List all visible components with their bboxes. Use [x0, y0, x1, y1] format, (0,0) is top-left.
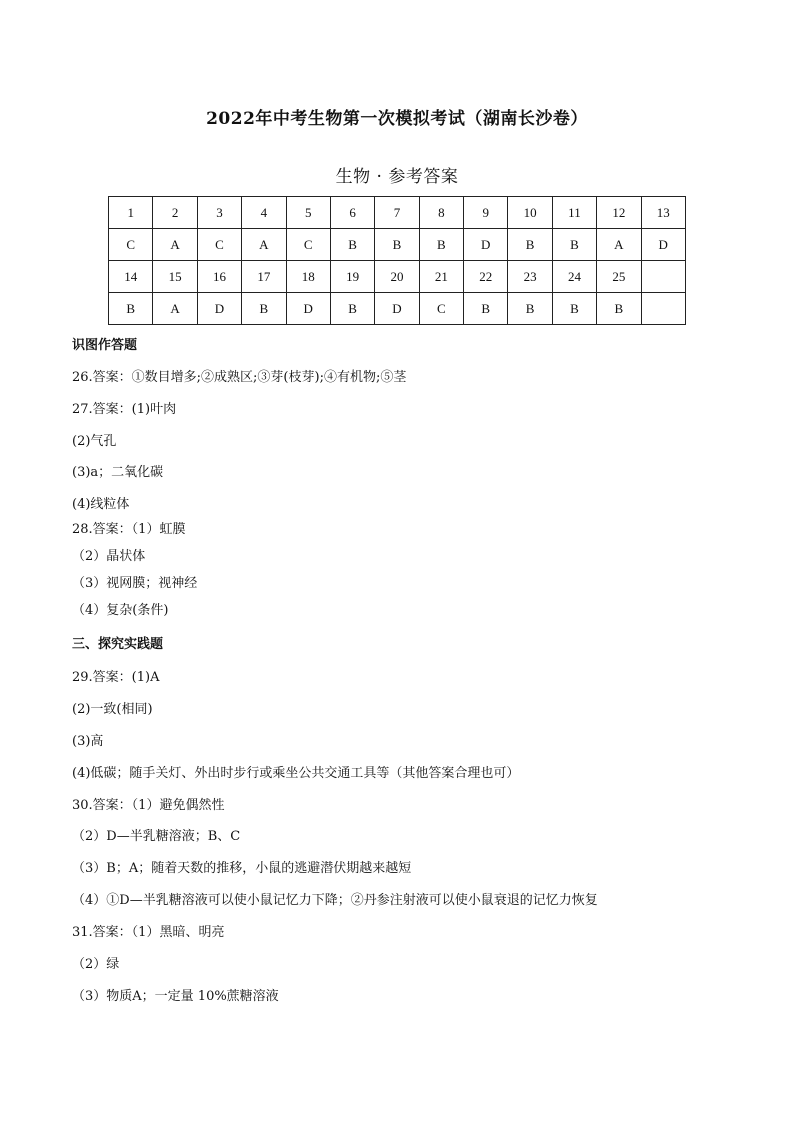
- answer-table-cell: B: [508, 229, 552, 261]
- answer-line-31-2: （2）绿: [72, 957, 120, 972]
- answer-line-30-3: （3）B；A；随着天数的推移，小鼠的逃避潜伏期越来越短: [72, 861, 412, 876]
- answer-table-row: [109, 261, 686, 293]
- answer-table-cell: B: [552, 229, 596, 261]
- answer-table-cell: D: [197, 293, 241, 325]
- answer-table-cell: D: [375, 293, 419, 325]
- answer-table-cell: 8: [419, 197, 463, 229]
- answer-table-cell: 20: [375, 261, 419, 293]
- answer-table-cell: 11: [552, 197, 596, 229]
- answer-table-cell: A: [597, 229, 641, 261]
- answer-table-cell: B: [330, 229, 374, 261]
- answer-table-cell: [641, 261, 686, 293]
- answer-table-row: [109, 229, 686, 261]
- answer-table-cell: B: [375, 229, 419, 261]
- answer-table-cell: 19: [330, 261, 374, 293]
- answer-table-cell: 15: [153, 261, 197, 293]
- answer-table-cell: A: [153, 229, 197, 261]
- answer-table-cell: A: [242, 229, 286, 261]
- answer-table-cell: C: [109, 229, 153, 261]
- answer-line-27-2: (2)气孔: [72, 434, 117, 449]
- answer-line-28-2: （2）晶状体: [72, 549, 146, 564]
- answer-line-29-3: (3)高: [72, 734, 104, 749]
- answer-table-cell: 4: [242, 197, 286, 229]
- answer-table-cell: D: [641, 229, 686, 261]
- answer-table-cell: 2: [153, 197, 197, 229]
- answer-table-cell: 5: [286, 197, 330, 229]
- answer-table-cell: B: [597, 293, 641, 325]
- answer-line-30-4: （4）①D—半乳糖溶液可以使小鼠记忆力下降；②丹参注射液可以使小鼠衰退的记忆力恢复: [72, 893, 598, 908]
- answer-line-28-1: 28.答案：（1）虹膜: [72, 522, 186, 537]
- answer-line-31-3: （3）物质A；一定量 10%蔗糖溶液: [72, 989, 279, 1004]
- answer-table-cell: C: [197, 229, 241, 261]
- answer-line-27-1: 27.答案：(1)叶肉: [72, 402, 177, 417]
- page-subtitle: 生物 · 参考答案: [335, 167, 459, 187]
- answer-table-cell: 12: [597, 197, 641, 229]
- answer-line-29-2: (2)一致(相同): [72, 702, 153, 717]
- answer-table-row: [109, 293, 686, 325]
- section-heading-inquiry: 三、探究实践题: [72, 637, 164, 652]
- answer-table-cell: B: [464, 293, 508, 325]
- answer-table-cell: 7: [375, 197, 419, 229]
- answer-table-cell: 22: [464, 261, 508, 293]
- answer-table-cell: 23: [508, 261, 552, 293]
- answer-line-29-4: (4)低碳；随手关灯、外出时步行或乘坐公共交通工具等（其他答案合理也可）: [72, 766, 520, 781]
- answer-line-26: 26.答案：①数目增多;②成熟区;③芽(枝芽);④有机物;⑤茎: [72, 370, 407, 385]
- answer-table-cell: D: [464, 229, 508, 261]
- section-heading-diagram: 识图作答题: [72, 338, 138, 353]
- answer-table-cell: 17: [242, 261, 286, 293]
- answer-table-cell: 1: [109, 197, 153, 229]
- answer-table-cell: 13: [641, 197, 686, 229]
- page-title: 2022年中考生物第一次模拟考试（湖南长沙卷）: [206, 109, 588, 129]
- answer-table-cell: B: [508, 293, 552, 325]
- answer-line-27-4: (4)线粒体: [72, 497, 130, 512]
- answer-line-28-3: （3）视网膜；视神经: [72, 576, 198, 591]
- answer-table-cell: B: [242, 293, 286, 325]
- answer-line-31-1: 31.答案：（1）黑暗、明亮: [72, 925, 225, 940]
- answer-table-cell: C: [286, 229, 330, 261]
- answer-line-30-2: （2）D—半乳糖溶液；B、C: [72, 829, 241, 844]
- answer-table-cell: 6: [330, 197, 374, 229]
- answer-table-cell: B: [330, 293, 374, 325]
- answer-table-cell: 10: [508, 197, 552, 229]
- answer-table-cell: 18: [286, 261, 330, 293]
- answer-table-cell: A: [153, 293, 197, 325]
- answer-table-cell: 9: [464, 197, 508, 229]
- answer-table-cell: B: [109, 293, 153, 325]
- answer-table-cell: [641, 293, 686, 325]
- answer-table-cell: C: [419, 293, 463, 325]
- answer-table-cell: 24: [552, 261, 596, 293]
- answer-table: [108, 196, 686, 325]
- answer-line-29-1: 29.答案：(1)A: [72, 670, 160, 685]
- answer-table-cell: 21: [419, 261, 463, 293]
- answer-line-27-3: (3)a；二氧化碳: [72, 465, 164, 480]
- answer-table-cell: 25: [597, 261, 641, 293]
- answer-table-cell: 14: [109, 261, 153, 293]
- answer-table-cell: B: [419, 229, 463, 261]
- answer-table-cell: D: [286, 293, 330, 325]
- answer-table-cell: B: [552, 293, 596, 325]
- answer-line-30-1: 30.答案：（1）避免偶然性: [72, 798, 225, 813]
- answer-table-row: [109, 197, 686, 229]
- answer-table-cell: 3: [197, 197, 241, 229]
- answer-line-28-4: （4）复杂(条件): [72, 603, 169, 618]
- answer-table-cell: 16: [197, 261, 241, 293]
